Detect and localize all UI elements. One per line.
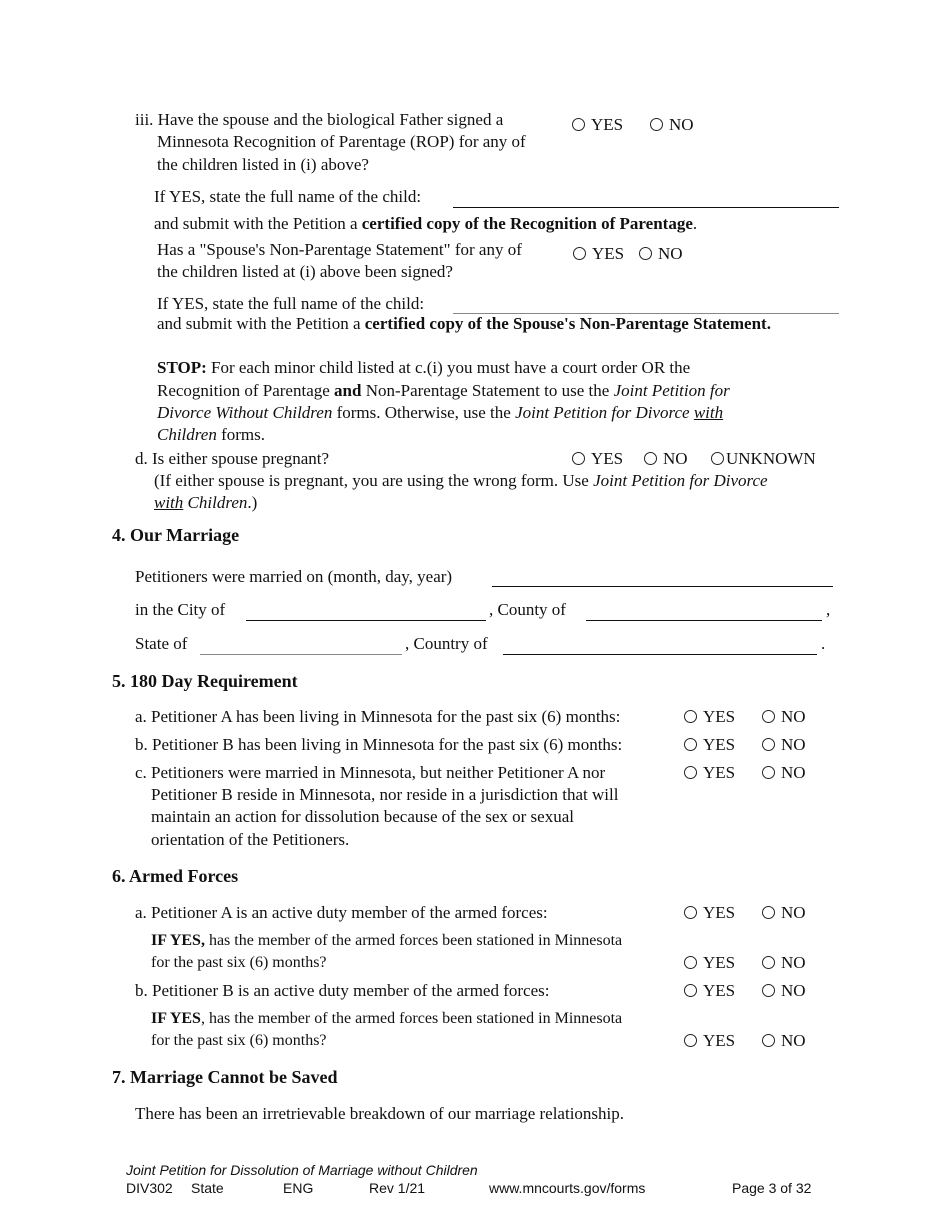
armed-a-stationed-no-radio[interactable]: NO xyxy=(762,952,806,974)
armed-a-stationed-line1: IF YES, has the member of the armed forces been stationed in Minnesota xyxy=(151,932,623,949)
nps-no-radio[interactable]: NO xyxy=(639,243,683,265)
radio-circle-icon xyxy=(684,1034,697,1047)
radio-circle-icon xyxy=(684,710,697,723)
city-field[interactable] xyxy=(246,620,486,621)
radio-circle-icon xyxy=(762,906,775,919)
footer-url[interactable]: www.mncourts.gov/forms xyxy=(489,1180,646,1196)
footer-form-title: Joint Petition for Dissolution of Marriage without Children xyxy=(126,1162,478,1178)
section-7-heading: 7. Marriage Cannot be Saved xyxy=(112,1067,338,1087)
nps-question-line1: Has a "Spouse's Non-Parentage Statement" for any of xyxy=(157,240,522,259)
residency-a-no-radio[interactable]: NO xyxy=(762,706,806,728)
rop-question-line1: iii. Have the spouse and the biological Father signed a xyxy=(135,110,504,129)
residency-b-yes-radio[interactable]: YES xyxy=(684,734,735,756)
rop-question-line2: Minnesota Recognition of Parentage (ROP) for any of xyxy=(157,132,526,151)
armed-b-stationed-yes-radio[interactable]: YES xyxy=(684,1030,735,1052)
radio-circle-icon xyxy=(684,956,697,969)
nps-yes-radio[interactable]: YES xyxy=(573,243,624,265)
radio-circle-icon xyxy=(684,738,697,751)
radio-circle-icon xyxy=(762,738,775,751)
stop-line2: Recognition of Parentage and Non-Parentage Statement to use the Joint Petition for xyxy=(157,381,730,400)
footer-form-code: DIV302 xyxy=(126,1180,173,1196)
footer-page-number: Page 3 of 32 xyxy=(732,1180,812,1196)
rop-child-name-label: If YES, state the full name of the child: xyxy=(154,187,422,206)
country-period: . xyxy=(821,634,826,653)
radio-circle-icon xyxy=(684,984,697,997)
rop-child-name-field[interactable] xyxy=(453,207,839,208)
nps-question-line2: the children listed at (i) above been signed? xyxy=(157,262,453,281)
pregnant-note-line1: (If either spouse is pregnant, you are using the wrong form. Use Joint Petition for Divorce xyxy=(154,471,768,490)
radio-circle-icon xyxy=(762,984,775,997)
county-label: , County of xyxy=(489,600,566,619)
section-4-heading: 4. Our Marriage xyxy=(112,525,240,545)
rop-yes-radio[interactable]: YES xyxy=(572,114,623,136)
residency-c-line1: c. Petitioners were married in Minnesota, but neither Petitioner A nor xyxy=(135,763,606,782)
stop-line4: Children forms. xyxy=(157,425,265,444)
country-field[interactable] xyxy=(503,654,817,655)
radio-circle-icon xyxy=(639,247,652,260)
pregnant-unknown-radio[interactable]: UNKNOWN xyxy=(711,448,816,470)
breakdown-statement: There has been an irretrievable breakdown of our marriage relationship. xyxy=(135,1104,625,1123)
nps-child-name-label: If YES, state the full name of the child: xyxy=(157,294,425,313)
rop-no-radio[interactable]: NO xyxy=(650,114,694,136)
armed-a-text: a. Petitioner A is an active duty member of the armed forces: xyxy=(135,903,548,922)
radio-circle-icon xyxy=(684,906,697,919)
radio-circle-icon xyxy=(762,766,775,779)
married-on-label: Petitioners were married on (month, day, year) xyxy=(135,567,453,586)
pregnant-no-radio[interactable]: NO xyxy=(644,448,688,470)
radio-circle-icon xyxy=(572,118,585,131)
county-comma: , xyxy=(826,600,831,619)
residency-c-line3: maintain an action for dissolution because of the sex or sexual xyxy=(151,807,574,826)
residency-c-line2: Petitioner B reside in Minnesota, nor reside in a jurisdiction that will xyxy=(151,785,619,804)
radio-circle-icon xyxy=(572,452,585,465)
armed-b-stationed-line2: for the past six (6) months? xyxy=(151,1032,327,1049)
armed-b-yes-radio[interactable]: YES xyxy=(684,980,735,1002)
armed-a-stationed-line2: for the past six (6) months? xyxy=(151,954,327,971)
radio-circle-icon xyxy=(711,452,724,465)
stop-line1: STOP: For each minor child listed at c.(i) you must have a court order OR the xyxy=(157,358,691,377)
residency-c-yes-radio[interactable]: YES xyxy=(684,762,735,784)
radio-circle-icon xyxy=(644,452,657,465)
armed-a-stationed-yes-radio[interactable]: YES xyxy=(684,952,735,974)
residency-c-line4: orientation of the Petitioners. xyxy=(151,830,350,849)
radio-circle-icon xyxy=(762,1034,775,1047)
section-6-heading: 6. Armed Forces xyxy=(112,866,239,886)
rop-submit-text: and submit with the Petition a certified copy of the Recognition of Parentage. xyxy=(154,214,698,233)
pregnant-question: d. Is either spouse pregnant? xyxy=(135,449,330,468)
stop-line3: Divorce Without Children forms. Otherwise, use the Joint Petition for Divorce with xyxy=(157,403,724,422)
residency-a-text: a. Petitioner A has been living in Minnesota for the past six (6) months: xyxy=(135,707,621,726)
nps-submit-text: and submit with the Petition a certified copy of the Spouse's Non-Parentage Statement. xyxy=(157,314,771,333)
armed-a-yes-radio[interactable]: YES xyxy=(684,902,735,924)
state-label: State of xyxy=(135,634,188,653)
armed-a-no-radio[interactable]: NO xyxy=(762,902,806,924)
state-field[interactable] xyxy=(200,654,402,655)
pregnant-note-line2: with Children.) xyxy=(154,493,258,512)
country-label: , Country of xyxy=(405,634,488,653)
armed-b-no-radio[interactable]: NO xyxy=(762,980,806,1002)
footer-revision: Rev 1/21 xyxy=(369,1180,426,1196)
pregnant-yes-radio[interactable]: YES xyxy=(572,448,623,470)
married-date-field[interactable] xyxy=(492,586,833,587)
radio-circle-icon xyxy=(650,118,663,131)
armed-b-text: b. Petitioner B is an active duty member of the armed forces: xyxy=(135,981,550,1000)
section-5-heading: 5. 180 Day Requirement xyxy=(112,671,298,691)
rop-question-line3: the children listed in (i) above? xyxy=(157,155,369,174)
radio-circle-icon xyxy=(762,956,775,969)
radio-circle-icon xyxy=(684,766,697,779)
radio-circle-icon xyxy=(762,710,775,723)
footer-state: State xyxy=(191,1180,224,1196)
armed-b-stationed-no-radio[interactable]: NO xyxy=(762,1030,806,1052)
county-field[interactable] xyxy=(586,620,822,621)
radio-circle-icon xyxy=(573,247,586,260)
residency-b-no-radio[interactable]: NO xyxy=(762,734,806,756)
residency-b-text: b. Petitioner B has been living in Minnesota for the past six (6) months: xyxy=(135,735,623,754)
armed-b-stationed-line1: IF YES, has the member of the armed forces been stationed in Minnesota xyxy=(151,1010,623,1027)
residency-c-no-radio[interactable]: NO xyxy=(762,762,806,784)
city-label: in the City of xyxy=(135,600,226,619)
residency-a-yes-radio[interactable]: YES xyxy=(684,706,735,728)
footer-language: ENG xyxy=(283,1180,314,1196)
